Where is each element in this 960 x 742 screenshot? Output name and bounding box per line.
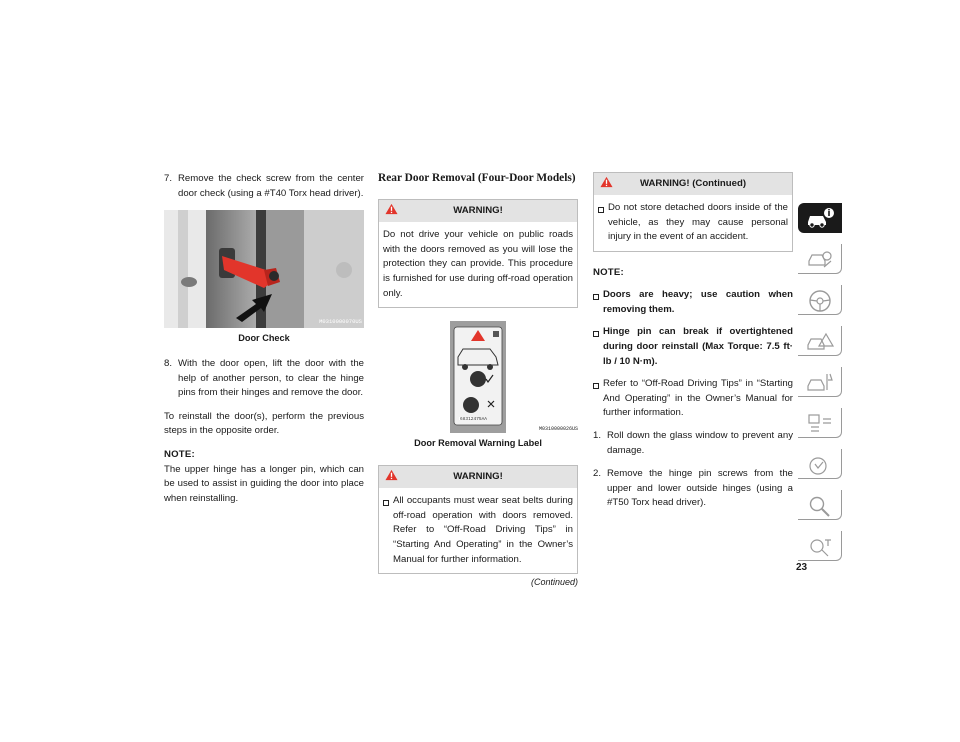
warning-text: All occupants must wear seat belts during off-road operation with doors removed. Refer to “Off-Road Driving Tips” in “Starting And Operating” in the Owner’s Manual for further information.: [393, 495, 573, 565]
tab-safety[interactable]: [798, 244, 842, 274]
language-icon: [805, 534, 835, 560]
warning-header: [594, 173, 792, 195]
step-text: Remove the hinge pin screws from the upper and lower outside hinges (using a #T50 Torx head driver).: [607, 468, 793, 509]
checkbox-bullet-icon: [593, 377, 603, 421]
warning-title: WARNING! (Continued): [639, 178, 747, 189]
notes-list: [593, 288, 793, 421]
steering-wheel-icon: [805, 288, 835, 314]
note-item: [593, 288, 793, 317]
warning-box-1: [378, 199, 578, 308]
door-check-figure: [164, 210, 364, 328]
multimedia-icon: [805, 411, 835, 437]
figure-id: M0310000026US: [538, 425, 578, 432]
step-7: [164, 172, 364, 201]
step-number: 7.: [164, 173, 173, 184]
car-tools-icon: [805, 370, 835, 396]
warning-header: [379, 466, 577, 488]
airbag-safety-icon: [805, 247, 835, 273]
tab-multimedia[interactable]: [798, 408, 842, 438]
step-number: 8.: [164, 358, 173, 370]
warning-box-3: [593, 172, 793, 252]
tab-languages[interactable]: [798, 531, 842, 561]
step-text: Roll down the glass window to prevent any damage.: [607, 429, 793, 456]
note-text: Doors are heavy; use caution when removing them.: [603, 289, 793, 315]
checkbox-bullet-icon: [598, 201, 608, 245]
step-2: [593, 467, 793, 511]
checkbox-bullet-icon: [593, 288, 603, 317]
phone-icon: [805, 452, 835, 478]
step-number: 2.: [593, 468, 602, 480]
tab-servicing[interactable]: [798, 367, 842, 397]
continued-label: (Continued): [530, 577, 578, 588]
figure-caption: Door Removal Warning Label: [414, 438, 542, 449]
warning-triangle-icon: [385, 469, 398, 481]
note-label: NOTE:: [593, 266, 624, 278]
warning-header: [379, 200, 577, 222]
reinstall-paragraph: To reinstall the door(s), perform the previous steps in the opposite order.: [164, 410, 364, 437]
warning-text: Do not store detached doors inside of the vehicle, as they may cause personal injury in the event of an accident.: [608, 202, 788, 243]
step-number: 1.: [593, 429, 602, 441]
vehicle-warning-icon: [805, 329, 835, 355]
note-item: [593, 325, 793, 369]
step-1: [593, 429, 793, 458]
tab-introduction[interactable]: [798, 203, 842, 233]
door-check-image: [164, 210, 364, 328]
step-text: With the door open, lift the door with the help of another person, to clear the hinge pins from their hinges and remove the door.: [178, 358, 364, 399]
warning-bullet: [598, 201, 788, 245]
warning-title: WARNING!: [453, 471, 503, 483]
column-right: [593, 172, 793, 520]
tab-getting-to-know[interactable]: [798, 285, 842, 315]
note-text: Hinge pin can break if overtightened during door reinstall (Max Torque: 7.5 ft· lb / 10 N·m).: [603, 326, 793, 367]
warning-bullet: [383, 494, 573, 567]
checkbox-bullet-icon: [593, 325, 603, 369]
note-item: [593, 377, 793, 421]
car-info-icon: [805, 206, 835, 230]
section-title: Rear Door Removal (Four-Door Models): [378, 172, 576, 184]
page-number: 23: [796, 562, 808, 573]
tab-index[interactable]: [798, 490, 842, 520]
step-text: Remove the check screw from the center door check (using a #T40 Torx head driver).: [178, 173, 364, 199]
warning-title: WARNING!: [453, 205, 503, 217]
figure-id: M0310000070US: [319, 317, 362, 325]
figure-caption: Door Check: [238, 333, 290, 344]
note-text: Refer to “Off-Road Driving Tips” in “Starting And Operating” in the Owner’s Manual for further information.: [603, 378, 793, 419]
note-text: The upper hinge has a longer pin, which can be used to assist in guiding the door into place when reinstalling.: [164, 463, 364, 504]
warning-box-2: [378, 465, 578, 574]
column-middle: [378, 172, 578, 590]
warning-triangle-icon: [600, 176, 613, 188]
search-index-icon: [805, 493, 835, 519]
tab-customer-assistance[interactable]: [798, 449, 842, 479]
tab-in-case-of-emergency[interactable]: [798, 326, 842, 356]
column-left: [164, 172, 364, 515]
label-code: 68312475AA: [460, 417, 488, 423]
warning-text: Do not drive your vehicle on public roads with the doors removed as you will lose the protection they can provide. This procedure is furnished for use during off-road operation only.: [383, 229, 573, 299]
checkbox-bullet-icon: [383, 494, 393, 567]
step-8: [164, 357, 364, 401]
note-label: NOTE:: [164, 449, 195, 461]
warning-triangle-icon: [385, 203, 398, 215]
warning-label-figure: [378, 321, 578, 433]
chapter-tabs: [798, 203, 842, 572]
